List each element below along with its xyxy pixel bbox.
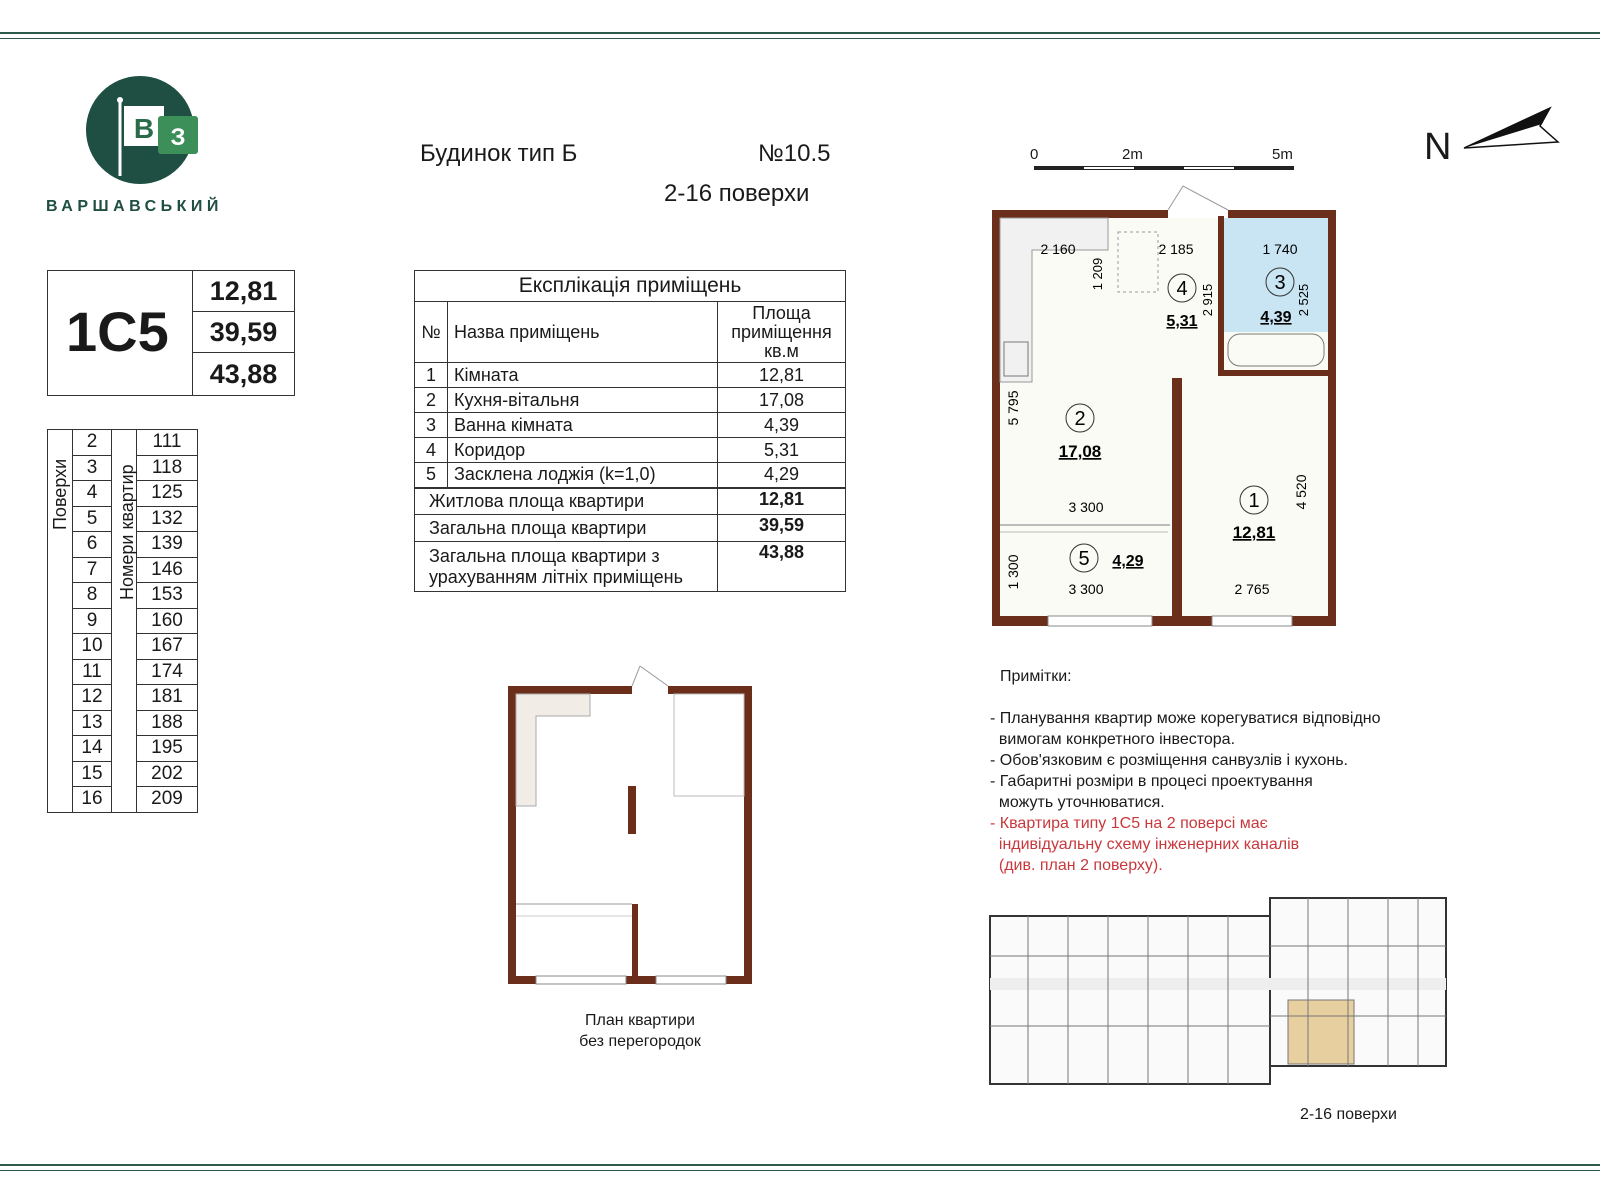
room-5-num: 5 [1078, 548, 1090, 570]
explication-no: 1 [415, 363, 448, 388]
scale-bar [1030, 146, 1300, 176]
dim-1300: 1 300 [1005, 554, 1021, 590]
explication-area: 17,08 [718, 388, 846, 413]
north-arrow-icon [1462, 104, 1562, 154]
apartment-number: 146 [137, 557, 198, 583]
explication-name: Коридор [448, 438, 718, 463]
explication-wrap [414, 270, 846, 592]
apartment-number: 174 [137, 659, 198, 685]
dim-2185: 2 185 [1158, 241, 1194, 257]
total-label: Загальна площа квартири з урахуванням літніх приміщень [415, 542, 718, 592]
explication-area: 4,39 [718, 413, 846, 438]
total-area-value: 39,59 [193, 312, 294, 353]
top-rule [0, 32, 1600, 34]
notes-red-list [990, 813, 1299, 876]
key-floor-plan [988, 896, 1448, 1092]
dim-1209: 1 209 [1090, 257, 1105, 291]
brand-name: ВАРШАВСЬКИЙ [46, 198, 223, 215]
dim-4520: 4 520 [1293, 474, 1309, 510]
explication-row [415, 363, 846, 388]
floor-number: 16 [73, 787, 112, 813]
note-line-red: індивідуальну схему інженерних каналів [990, 836, 1300, 853]
brand-logo [84, 72, 204, 192]
apartment-code: 1С5 [66, 300, 169, 363]
explication-total-row [415, 515, 846, 542]
scale-label-5m: 5m [1272, 146, 1293, 163]
explication-area: 4,29 [718, 463, 846, 488]
explication-row [415, 413, 846, 438]
explication-area: 5,31 [718, 438, 846, 463]
floor-number: 3 [73, 455, 112, 481]
apartment-number: 209 [137, 787, 198, 813]
building-type: Будинок тип Б [420, 140, 578, 167]
apartment-number: 132 [137, 506, 198, 532]
dim-2915: 2 915 [1200, 283, 1215, 317]
floor-number: 12 [73, 685, 112, 711]
apartment-number: 195 [137, 736, 198, 762]
floor-number: 8 [73, 583, 112, 609]
scale-label-0: 0 [1030, 146, 1039, 163]
floor-number: 5 [73, 506, 112, 532]
room-5-area: 4,29 [1112, 553, 1144, 570]
room-3-num: 3 [1274, 272, 1286, 294]
explication-name: Ванна кімната [448, 413, 718, 438]
explication-row [415, 438, 846, 463]
note-line: - Обов'язковим є розміщення санвузлів і кухонь. [990, 752, 1348, 769]
note-line: - Планування квартир може корегуватися відповідно [990, 710, 1381, 727]
explication-no: 3 [415, 413, 448, 438]
explication-name: Кухня-вітальня [448, 388, 718, 413]
floors-range: 2-16 поверхи [664, 180, 810, 207]
explication-total-row [415, 542, 846, 592]
note-line: - Габаритні розміри в процесі проектування [990, 773, 1313, 790]
apartment-floor-plan [988, 182, 1340, 628]
apartment-number: 188 [137, 710, 198, 736]
apartment-number: 167 [137, 634, 198, 660]
floor-number: 7 [73, 557, 112, 583]
room-1-num: 1 [1248, 490, 1260, 512]
note-line: можуть уточнюватися. [990, 794, 1165, 811]
bottom-rule [0, 1164, 1600, 1166]
apartment-number: 153 [137, 583, 198, 609]
dim-2765: 2 765 [1234, 581, 1270, 597]
total-value: 39,59 [718, 515, 846, 542]
explication-no: 5 [415, 463, 448, 488]
total-label: Житлова площа квартири [415, 488, 718, 515]
room-4-area: 5,31 [1166, 313, 1198, 330]
total-area-summer-value: 43,88 [209, 359, 278, 389]
explication-row [415, 463, 846, 488]
floor-number: 10 [73, 634, 112, 660]
apartment-number: 202 [137, 761, 198, 787]
apartment-code-box [47, 270, 295, 396]
explication-name: Засклена лоджія (k=1,0) [448, 463, 718, 488]
floor-number: 15 [73, 761, 112, 787]
note-line-red: (див. план 2 поверху). [990, 857, 1163, 874]
col-no-header: № [415, 302, 448, 363]
floor-number: 11 [73, 659, 112, 685]
explication-area: 12,81 [718, 363, 846, 388]
room-1-area: 12,81 [1232, 523, 1276, 542]
col-name-header: Назва приміщень [448, 302, 718, 363]
explication-row [415, 388, 846, 413]
floor-number: 2 [73, 430, 112, 456]
col-area-header: Площа приміщення кв.м [718, 302, 846, 363]
floor-number: 9 [73, 608, 112, 634]
open-plan-caption-line2: без перегородок [579, 1033, 701, 1050]
building-number: №10.5 [758, 140, 831, 167]
open-plan-caption-line1: План квартири [585, 1012, 695, 1029]
open-floor-plan [506, 666, 756, 988]
explication-title: Експлікація приміщень [415, 271, 846, 302]
dim-3300-b: 3 300 [1068, 581, 1104, 597]
apartment-number: 181 [137, 685, 198, 711]
apartment-numbers-label: Номери квартир [117, 464, 137, 600]
apartment-number: 160 [137, 608, 198, 634]
total-value: 12,81 [718, 488, 846, 515]
room-4-num: 4 [1176, 278, 1188, 300]
open-plan-caption [520, 1010, 760, 1052]
room-2-area: 17,08 [1058, 442, 1102, 461]
room-2-num: 2 [1074, 408, 1086, 430]
dim-1740: 1 740 [1262, 241, 1298, 257]
floor-number: 13 [73, 710, 112, 736]
floor-number: 4 [73, 481, 112, 507]
notes-title: Примітки: [1000, 668, 1072, 685]
dim-5795: 5 795 [1005, 390, 1021, 426]
apartment-number: 139 [137, 532, 198, 558]
dim-3300-a: 3 300 [1068, 499, 1104, 515]
total-label: Загальна площа квартири [415, 515, 718, 542]
scale-label-2m: 2m [1122, 146, 1143, 163]
logo-letter-v: В [133, 113, 155, 144]
living-area-value: 12,81 [193, 271, 294, 312]
floors-label: Поверхи [50, 458, 70, 530]
notes-list [990, 708, 1381, 813]
room-3-area: 4,39 [1260, 309, 1292, 326]
north-label: N [1424, 126, 1452, 168]
note-line-red: - Квартира типу 1С5 на 2 поверсі має [990, 815, 1268, 832]
key-plan-caption: 2-16 поверхи [1300, 1106, 1397, 1123]
explication-no: 2 [415, 388, 448, 413]
apartment-number: 118 [137, 455, 198, 481]
floor-number: 14 [73, 736, 112, 762]
total-value: 43,88 [718, 542, 846, 592]
explication-no: 4 [415, 438, 448, 463]
dim-2525: 2 525 [1296, 283, 1311, 317]
note-line: вимогам конкретного інвестора. [990, 731, 1236, 748]
explication-total-row [415, 488, 846, 515]
bottom-rule-thin [0, 1170, 1600, 1171]
explication-table [414, 270, 846, 592]
apartment-number: 125 [137, 481, 198, 507]
floor-number: 6 [73, 532, 112, 558]
dim-2160: 2 160 [1040, 241, 1076, 257]
top-rule-thin [0, 38, 1600, 39]
apartment-number: 111 [137, 430, 198, 456]
explication-name: Кімната [448, 363, 718, 388]
logo-letter-z: З [170, 124, 186, 151]
